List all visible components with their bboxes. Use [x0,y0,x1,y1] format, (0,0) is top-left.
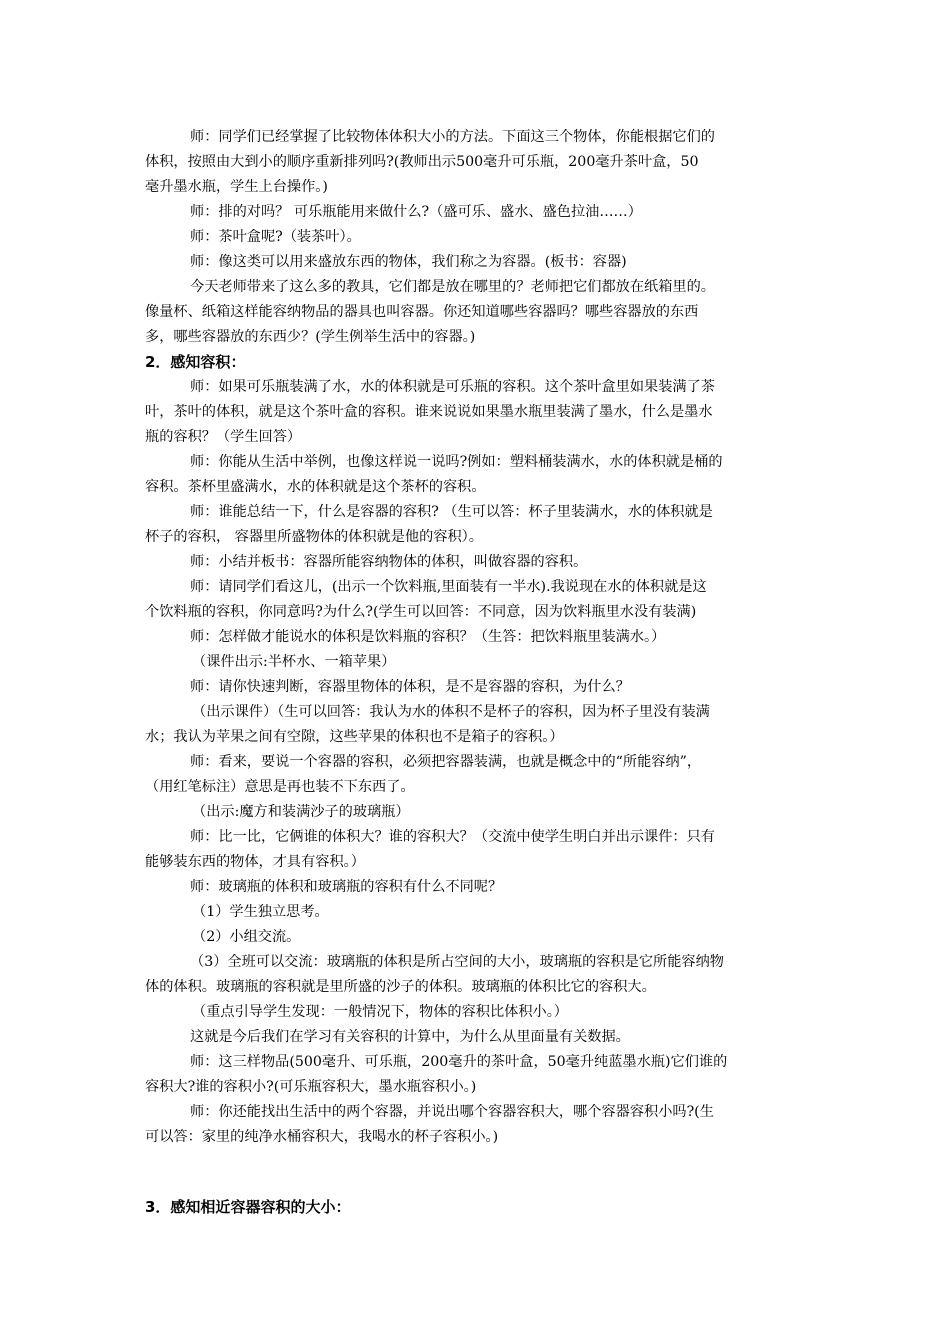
text-line: 师：看来，要说一个容器的容积，必须把容器装满，也就是概念中的“所能容纳”， [190,754,702,770]
text-line: 师：如果可乐瓶装满了水，水的体积就是可乐瓶的容积。这个茶叶盒里如果装满了茶 [190,379,715,395]
text-line: （课件出示:半杯水、一箱苹果） [192,654,396,670]
text-line: （3）全班可以交流：玻璃瓶的体积是所占空间的大小，玻璃瓶的容积是它所能容纳物 [190,954,724,970]
text-line: 师：你还能找出生活中的两个容器，并说出哪个容器容积大，哪个容器容积小吗?(生 [190,1104,714,1120]
text-line: （2）小组交流。 [192,929,301,945]
text-line: 杯子的容积， 容器里所盛物体的体积就是他的容积）。 [145,529,483,545]
text-line: 多，哪些容器放的东西少？(学生例举生活中的容器。) [145,329,476,345]
text-line: 个饮料瓶的容积，你同意吗?为什么?(学生可以回答：不同意，因为饮料瓶里水没有装满) [145,604,697,620]
text-line: （重点引导学生发现：一般情况下，物体的容积比体积小。） [192,1004,568,1020]
text-line: （1）学生独立思考。 [192,904,329,920]
text-line: 叶，茶叶的体积，就是这个茶叶盒的容积。谁来说说如果墨水瓶里装满了墨水，什么是墨水 [145,404,713,420]
text-line: 师：你能从生活中举例，也像这样说一说吗?例如：塑料桶装满水，水的体积就是桶的 [190,454,723,470]
text-line: 师：同学们已经掌握了比较物体体积大小的方法。下面这三个物体，你能根据它们的 [190,129,715,145]
text-line: 师：这三样物品(500毫升、可乐瓶，200毫升的茶叶盒，50毫升纯蓝墨水瓶)它们谁的 [190,1054,728,1070]
text-line: 师：小结并板书：容器所能容纳物体的体积，叫做容器的容积。 [190,554,588,570]
text-line: 这就是今后我们在学习有关容积的计算中，为什么从里面量有关数据。 [190,1029,630,1045]
section-heading: 3．感知相近容器容积的大小： [145,1198,351,1216]
text-line: （用红笔标注）意思是再也装不下东西了。 [145,779,415,795]
text-line: 容积大?谁的容积小?(可乐瓶容积大，墨水瓶容积小。) [145,1079,477,1095]
text-line: 体的体积。玻璃瓶的容积就是里所盛的沙子的体积。玻璃瓶的体积比它的容积大。 [145,979,656,995]
text-line: （出示:魔方和装满沙子的玻璃瓶） [192,804,410,820]
text-line: 像量杯、纸箱这样能容纳物品的器具也叫容器。你还知道哪些容器吗？哪些容器放的东西 [145,304,699,320]
text-line: 体积，按照由大到小的顺序重新排列吗?(教师出示500毫升可乐瓶，200毫升茶叶盒，50 [145,154,699,170]
text-line: 能够装东西的物体，才具有容积。） [145,854,365,870]
text-line: 师：比一比，它俩谁的体积大？谁的容积大？（交流中使学生明白并出示课件：只有 [190,829,715,845]
text-line: 今天老师带来了这么多的教具，它们都是放在哪里的？老师把它们都放在纸箱里的。 [190,279,715,295]
text-line: 师：排的对吗？ 可乐瓶能用来做什么?（盛可乐、盛水、盛色拉油……） [190,204,642,220]
text-line: 水；我认为苹果之间有空隙，这些苹果的体积也不是箱子的容积。） [145,729,564,745]
text-line: 师：谁能总结一下，什么是容器的容积? （生可以答：杯子里装满水，水的体积就是 [190,504,713,520]
text-line: 师：茶叶盒呢?（装茶叶）。 [190,229,361,245]
text-line: 瓶的容积？（学生回答） [145,429,302,445]
text-line: 师：像这类可以用来盛放东西的物体，我们称之为容器。(板书：容器) [190,254,627,270]
text-line: 师：请同学们看这儿，(出示一个饮料瓶,里面装有一半水).我说现在水的体积就是这 [190,579,707,595]
text-line: 师：请你快速判断，容器里物体的体积，是不是容器的容积，为什么？ [190,679,630,695]
text-line: 可以答：家里的纯净水桶容积大，我喝水的杯子容积小。) [145,1129,499,1145]
text-line: 师：玻璃瓶的体积和玻璃瓶的容积有什么不同呢？ [190,879,503,895]
text-line: 师：怎样做才能说水的体积是饮料瓶的容积？（生答：把饮料瓶里装满水。） [190,629,666,645]
text-line: （出示课件）（生可以回答：我认为水的体积不是杯子的容积，因为杯子里没有装满 [192,704,710,720]
text-line: 毫升墨水瓶，学生上台操作。) [145,179,328,195]
text-line: 容积。茶杯里盛满水，水的体积就是这个茶杯的容积。 [145,479,486,495]
section-heading: 2．感知容积： [145,353,246,371]
